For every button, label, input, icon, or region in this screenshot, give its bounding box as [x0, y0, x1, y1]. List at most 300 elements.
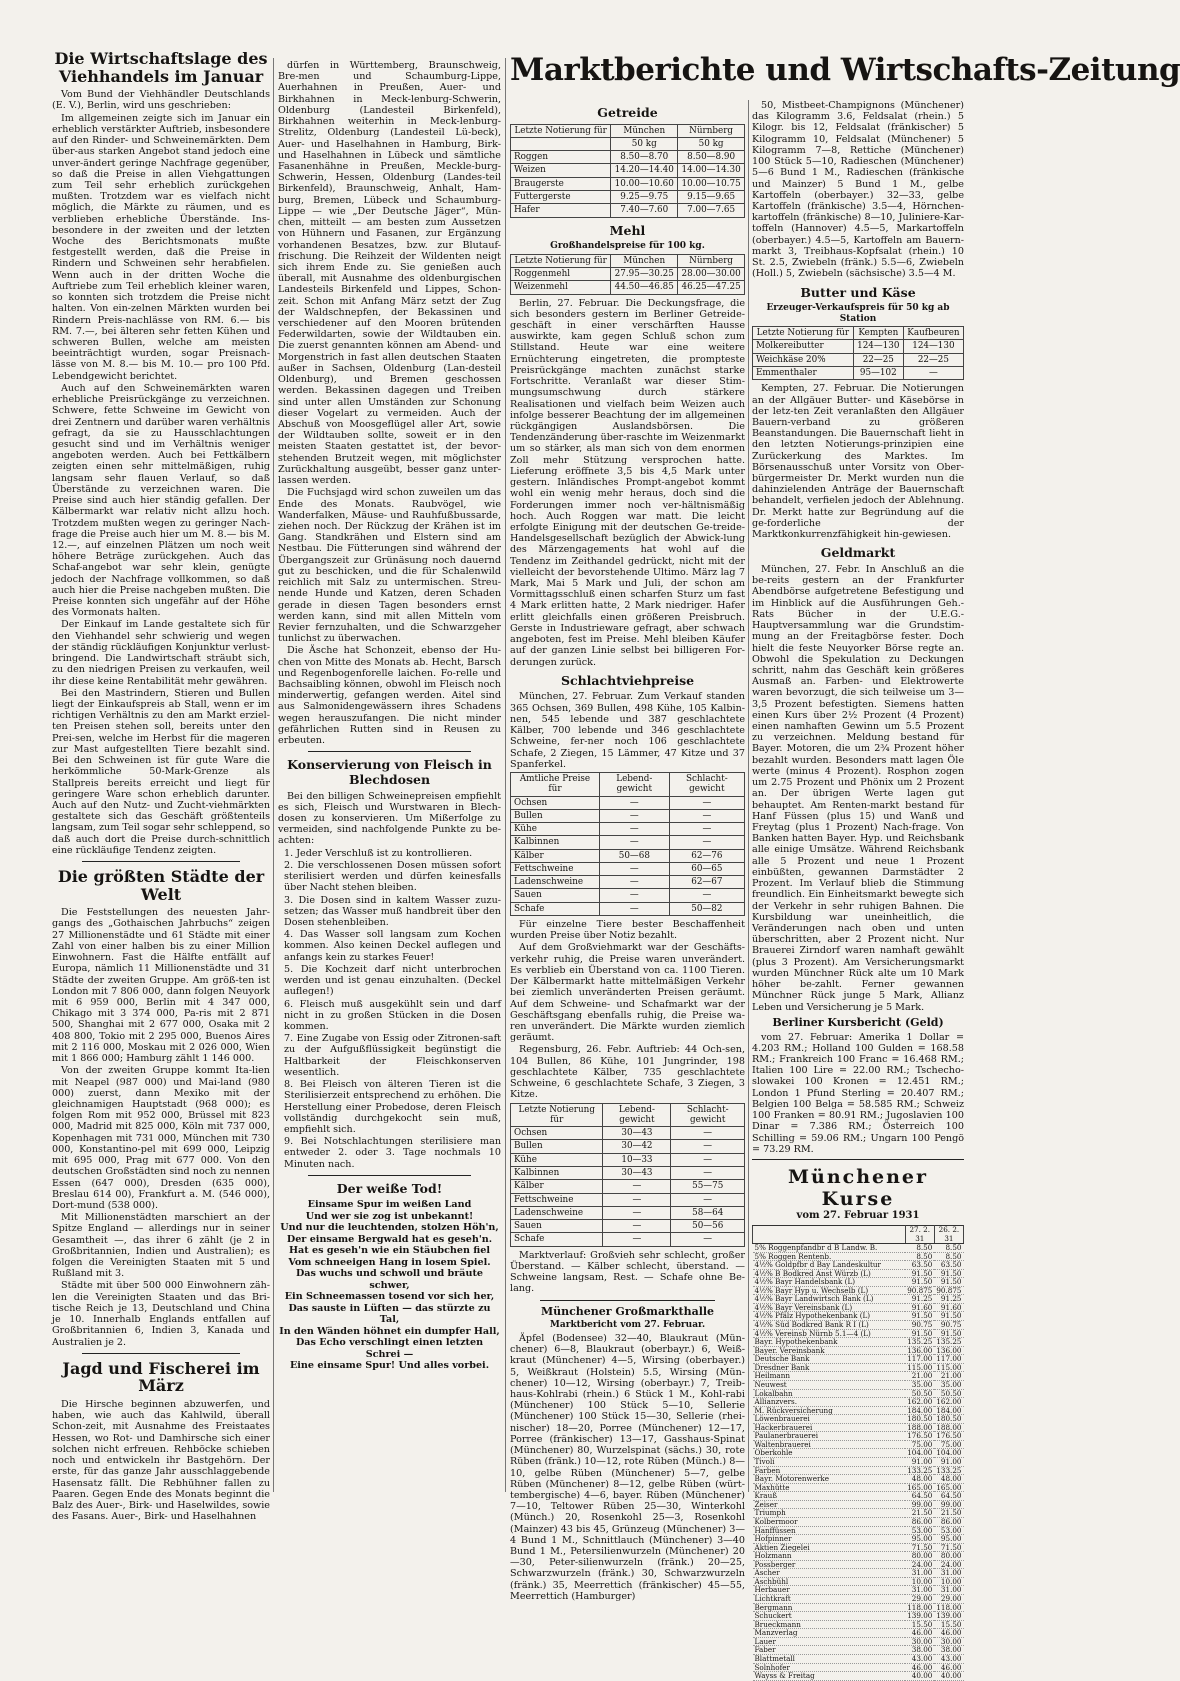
table-cell: 10—33: [603, 1153, 671, 1166]
section-title-devisen: Berliner Kursbericht (Geld): [772, 1015, 944, 1029]
table-cell: 118.00: [907, 1602, 933, 1612]
table-cell: 91.50: [934, 1329, 963, 1338]
table-header: Schlacht-gewicht: [671, 1103, 745, 1127]
table-row: [753, 1243, 964, 1252]
table-row: [511, 1140, 745, 1153]
table-cell: 43.00: [905, 1654, 934, 1663]
table-cell: 31.00: [905, 1569, 934, 1578]
table-cell: 24.00: [905, 1560, 934, 1569]
market-report-text: Marktverlauf: Großvieh sehr schlecht, großer Überstand. — Kälber schlecht, überstand. — Schweine langsam, Rest. — Schafe ohne Be-lang.: [510, 1249, 745, 1295]
table-cell: 165.00: [907, 1482, 933, 1492]
table-row: [753, 1458, 964, 1467]
table-cell: 53.00: [934, 1526, 963, 1535]
list-item: 3. Die Dosen sind in kaltem Wasser zuzu-setzen; das Wasser muß handbreit über den Dosen stehenbleiben.: [284, 894, 501, 928]
poem: [278, 1199, 501, 1372]
table-cell: 124—130: [903, 340, 963, 353]
table-cell: 176.50: [936, 1431, 962, 1441]
point-list: [278, 848, 501, 1170]
table-row: [753, 1612, 964, 1621]
table-row: [753, 1672, 964, 1681]
article-paragraph: Vom Bund der Viehhändler Deutschlands (E. V.), Berlin, wird uns geschrieben:: [52, 89, 270, 112]
table-cell: 7.00—7.65: [678, 204, 745, 217]
table-cell: Lichtkraft: [753, 1595, 906, 1604]
table-cell: 91.00: [905, 1458, 934, 1467]
table-cell: 133.25: [936, 1465, 962, 1475]
section-subtitle: Erzeuger-Verkaufspreis für 50 kg ab Station: [766, 303, 950, 324]
article-paragraph: Die Fuchsjagd wird schon zuweilen um das Ende des Monats. Raubvögel, wie Wanderfalken, Mäuse- und Rauhfußbussarde, ziehen noch. Der Rückzug der Krähen ist im Gang. Standkrähen und Elstern sind am Nestbau. Die Fütterungen sind während der Übergangszeit zur Grünäsung noch dauernd gut zu beschicken, und die für Schalenwild reichlich mit Salz zu untermischen. Streu-nende Hunde und Katzen, deren Schaden gerade in diesen Tagen besonders ernst werden kann, sind mit allen Mitteln vom Revier fernzuhalten, und die Schwarzgeher tunlichst zu überwachen.: [278, 487, 501, 645]
table-cell: 86.00: [905, 1517, 934, 1526]
table-cell: 91.50: [934, 1312, 963, 1321]
table-row: [753, 1517, 964, 1526]
table-cell: 21.00: [905, 1372, 934, 1381]
table-cell: 91.50: [905, 1278, 934, 1287]
table-row: [511, 151, 745, 164]
table-cell: 91.50: [905, 1312, 934, 1321]
table-row: [511, 204, 745, 217]
table-cell: 162.00: [907, 1397, 933, 1407]
table-row: [753, 340, 964, 353]
table-cell: 95—102: [853, 367, 903, 380]
table-cell: 60—65: [669, 862, 744, 875]
table-cell: Roggen: [511, 151, 611, 164]
table-row: [511, 164, 745, 177]
table-cell: Bayr. Motorenwerke: [753, 1475, 906, 1484]
table-cell: 10.00: [934, 1577, 963, 1586]
poem-line: Vom schneeigen Hang in losem Spiel.: [288, 1256, 491, 1268]
table-cell: 176.50: [907, 1431, 933, 1441]
table-cell: —: [599, 902, 669, 915]
table-cell: Fettschweine: [511, 1193, 603, 1206]
mehl-table: [510, 254, 745, 295]
schlachtvieh-table-regensburg: [510, 1103, 745, 1247]
table-cell: Farben: [753, 1466, 906, 1475]
table-cell: 184.00: [907, 1405, 933, 1415]
list-item: 7. Eine Zugabe von Essig oder Zitronen-saft zu der Aufgußflüssigkeit begünstigt die Haltbarkeit der Fleischkonserven wesentlich.: [284, 1033, 501, 1078]
table-cell: 91.60: [905, 1303, 934, 1312]
table-cell: —: [671, 1127, 745, 1140]
table-cell: 38.00: [934, 1646, 963, 1655]
table-cell: 15.50: [905, 1620, 934, 1629]
divider: [308, 751, 471, 752]
table-cell: 91.50: [905, 1329, 934, 1338]
table-row: [753, 1654, 964, 1663]
table-cell: 8.50: [934, 1243, 963, 1252]
poem-line: Eine einsame Spur! Und alles vorbei.: [289, 1360, 490, 1372]
table-cell: 50—56: [671, 1220, 745, 1233]
table-cell: Fettschweine: [511, 862, 600, 875]
table-cell: 64.50: [934, 1492, 963, 1501]
table-cell: 15.50: [934, 1620, 963, 1629]
table-cell: 21.50: [905, 1509, 934, 1518]
table-cell: Kühe: [511, 823, 600, 836]
table-cell: Blattmetall: [753, 1654, 906, 1663]
table-cell: 124—130: [853, 340, 903, 353]
table-cell: 104.00: [907, 1448, 933, 1458]
kurse-table: [752, 1225, 964, 1681]
list-item: 5. Die Kochzeit darf nicht unterbrochen werden und ist genau einzuhalten. (Deckel auflegen!): [284, 963, 501, 998]
poem-line: In den Wänden höhnet ein dumpfer Hall,: [279, 1325, 500, 1337]
table-cell: 46.25—47.25: [678, 281, 745, 294]
table-cell: —: [669, 836, 744, 849]
article-paragraph: dürfen in Württemberg, Braunschweig, Bre-men und Schaumburg-Lippe, Auerhahnen in Preußen, Auer- und Birkhahnen in Meck-lenburg-Schwerin, Oldenburg (Landesteil Birkenfeld), Birkhahnen weiterhin in Meck-lenburg-Strelitz, Oldenburg (Landesteil Lü-beck), Auer- und Haselhahnen in Hamburg, Birk- und Haselhahnen in Lübeck und sämtliche Fasanenhähne in Preußen, Meckle-burg-Schwerin, Hessen, Oldenburg (Landes-teil Birkenfeld), Braunschweig, Anhalt, Ham-burg, Bremen, Lübeck und Schaumburg-Lippe — wie „Der Deutsche Jäger“, Mün-chen, mitteilt — am besten zum Aussetzen von Hühnern und Fasanen, zur Ergänzung vorhandenen Besatzes, bzw. zur Blutauf-frischung. Die Reihzeit der Wildenten neigt sich ihrem Ende zu. Sie genießen auch überall, mit Ausnahme des oldenburgischen Landesteils Birkenfeld und Lippes, Schon-zeit. Schon mit Anfang März setzt der Zug der Waldschnepfen, der Bekassinen und verschiedener auf den Mooren brütenden Federwildarten, sowie der Wildtauben ein. Die zuerst genannten können am Abend- und Morgenstrich in fast allen deutschen Staaten außer in Sachsen, Oldenburg (Lan-desteil Oldenburg), und Bremen geschossen werden. Bekassinen dagegen und Treiben sind unter allen Umständen zur Schonung dieser Vogelart zu vermeiden. Auch der Abschuß von Moosgeflügel aller Art, sowie der Wildtauben sollte, soweit er in den meisten Staaten gestattet ist, der bevor-stehenden Brutzeit wegen, mit möglichster Zurückhaltung ausgeübt, besser ganz unter-lassen werden.: [278, 60, 501, 487]
section-subtitle: Großhandelspreise für 100 kg.: [550, 241, 705, 252]
table-row: [753, 1475, 964, 1484]
butter-table: [752, 326, 964, 380]
table-cell: 4½% Pfälz Hypothekenbank (L): [753, 1312, 906, 1321]
list-item: 8. Bei Fleisch von älteren Tieren ist die Sterilisierzeit entsprechend zu erhöhen. Die Herstellung einer Probedose, deren Fleisch vollständig durchgekocht sein muß, empfiehlt sich.: [284, 1079, 501, 1135]
table-cell: —: [603, 1180, 671, 1193]
table-cell: 46.00: [934, 1663, 963, 1672]
table-cell: Holzmann: [753, 1552, 906, 1561]
list-item: 9. Bei Notschlachtungen sterilisiere man entweder 2. oder 3. Tage nochmals 10 Minuten nach.: [284, 1136, 501, 1170]
table-cell: 135.25: [936, 1337, 962, 1347]
table-cell: 4½% Bayr Hyp u. Wechselb (L): [753, 1286, 906, 1295]
table-cell: Wayss & Freitag: [753, 1672, 906, 1681]
table-cell: —: [599, 836, 669, 849]
market-report-muenchen: München, 27. Februar. Zum Verkauf standen 365 Ochsen, 369 Bullen, 498 Kühe, 105 Kalbin-nen, 545 lebende und 387 geschlachtete Kälber, 700 lebende und 346 geschlachtete Schweine, fer-ner noch 106 geschlachtete Schafe, 2 Ziegen, 15 Lämmer, 47 Kitze und 37 Spanferkel.: [510, 691, 745, 770]
table-cell: 71.50: [905, 1543, 934, 1552]
article-paragraph: Im allgemeinen zeigte sich im Januar ein erheblich verstärkter Auftrieb, insbesondere auf den Rinder- und Schweinemärkten. Dem über-aus starken Angebot stand jedoch eine unver-ändert geringe Nachfrage gegenüber, so daß die Preise in allen Viehgattungen zum Teil sehr erheblich zurückgehen mußten. Trotzdem war es vielfach nicht möglich, die Märkte zu räumen, und es verblieben erhebliche Überstände. Ins-besondere in der zweiten und der letzten Woche des Berichtsmonats mußte festgestellt werden, daß die Preise in Rindern und Schweinen sehr herabfielen. Wenn auch in der dritten Woche die Auftriebe zum Teil erheblich kleiner waren, so konnten sich trotzdem die Preise nicht halten. Von ein-zelnen Märkten wurden bei Rindern Preis-nachlässe von RM. 6.— bis RM. 7.—, bei älteren sehr fetten Kühen und schweren Bullen, welche am meisten beeinträchtigt wurden, sogar Preisnach-lässe von M. 8.— bis M. 10.— pro 100 Pfd. Lebendgewicht berichtet.: [52, 112, 270, 382]
table-header: Lebend-gewicht: [599, 772, 669, 796]
table-cell: 30.00: [905, 1637, 934, 1646]
table-cell: —: [671, 1140, 745, 1153]
table-cell: 50—68: [599, 849, 669, 862]
table-cell: 28.00—30.00: [678, 268, 745, 281]
table-cell: 90.875: [907, 1285, 933, 1295]
kurse-table-body: [753, 1243, 964, 1680]
table-cell: 4½% Bayr Vereinsbank (L): [753, 1303, 906, 1312]
table-cell: 86.00: [934, 1517, 963, 1526]
table-cell: 75.00: [905, 1440, 934, 1449]
article-paragraph: Die Feststellungen des neuesten Jahr-gangs des „Gothaischen Jahrbuchs“ zeigen 27 Millionenstädte und 61 Städte mit einer Zahl von einer halben bis zu einer Million Einwohnern. Fast die Hälfte entfällt auf Europa, nämlich 11 Millionenstädte und 31 Städte der zweiten Gruppe. Am größ-ten ist London mit 7 806 000, dann folgen Neuyork mit 6 959 000, Berlin mit 4 347 000, Chikago mit 3 374 000, Pa-ris mit 2 871 500, Shanghai mit 2 677 000, Osaka mit 2 408 800, Tokio mit 2 295 000, Buenos Aires mit 2 116 000, Moskau mit 2 026 000, Wien mit 1 866 000; Hamburg zählt 1 146 000.: [52, 907, 270, 1065]
article-title-konserv: Konservierung von Fleisch in Blechdosen: [287, 757, 492, 787]
list-item: 2. Die verschlossenen Dosen müssen sofort sterilisiert werden und dürfen keinesfalls über Nacht stehen bleiben.: [284, 859, 501, 894]
table-cell: 62—67: [669, 876, 744, 889]
table-cell: Triumph: [753, 1509, 906, 1518]
table-cell: —: [599, 823, 669, 836]
divider: [308, 1175, 471, 1176]
table-row: [511, 281, 745, 294]
table-cell: 4½% B Bodkred Anst Würzb (L): [753, 1269, 906, 1278]
table-cell: 27.95—30.25: [611, 268, 678, 281]
table-cell: —: [671, 1233, 745, 1246]
table-cell: 30—43: [603, 1166, 671, 1179]
table-cell: Lokalbahn: [753, 1389, 906, 1398]
table-cell: Aktien Ziegelei: [753, 1543, 906, 1552]
table-cell: Krauß: [753, 1492, 906, 1501]
table-cell: 14.00—14.30: [678, 164, 745, 177]
table-row: [511, 823, 745, 836]
table-cell: 99.00: [934, 1500, 963, 1509]
table-cell: 95.00: [905, 1535, 934, 1544]
table-row: [511, 862, 745, 875]
table-cell: Waltenbrauerei: [753, 1440, 906, 1449]
table-row: [753, 1338, 964, 1347]
table-cell: 38.00: [905, 1646, 934, 1655]
table-note: Für einzelne Tiere bester Beschaffenheit wurden Preise über Notiz bezahlt.: [510, 919, 745, 942]
table-header: Nürnberg: [678, 254, 745, 267]
table-cell: Maxhütte: [753, 1483, 906, 1492]
table-cell: —: [603, 1233, 671, 1246]
table-row: [511, 849, 745, 862]
table-cell: —: [603, 1206, 671, 1219]
table-cell: 75.00: [934, 1440, 963, 1449]
table-cell: Bayr. Hypothekenbank: [753, 1338, 906, 1347]
table-header: [753, 1226, 906, 1244]
table-cell: 117.00: [907, 1354, 933, 1364]
table-cell: Allianzvers.: [753, 1398, 906, 1407]
table-cell: 117.00: [936, 1354, 962, 1364]
table-cell: Hanffüssen: [753, 1526, 906, 1535]
table-cell: Heilmann: [753, 1372, 906, 1381]
table-header: München: [611, 124, 678, 137]
table-cell: Molkereibutter: [753, 340, 854, 353]
table-cell: Kalbinnen: [511, 1166, 603, 1179]
table-cell: —: [603, 1193, 671, 1206]
poem-line: Und nur die leuchtenden, stolzen Höh'n,: [280, 1222, 499, 1234]
table-cell: 180.50: [907, 1414, 933, 1424]
table-cell: Braugerste: [511, 177, 611, 190]
table-cell: 188.00: [907, 1422, 933, 1432]
table-cell: Ladenschweine: [511, 1206, 603, 1219]
table-cell: 80.00: [905, 1552, 934, 1561]
table-cell: 90.75: [905, 1321, 934, 1330]
table-header: Lebend-gewicht: [603, 1103, 671, 1127]
column-2: [278, 60, 501, 1496]
table-cell: Schafe: [511, 1233, 603, 1246]
table-cell: Paulanerbrauerei: [753, 1432, 906, 1441]
table-cell: 46.00: [934, 1629, 963, 1638]
table-cell: 5% Roggen Rentenb.: [753, 1252, 906, 1261]
table-cell: 115.00: [936, 1362, 962, 1372]
table-header: München: [611, 254, 678, 267]
table-cell: Schafe: [511, 902, 600, 915]
table-row: [753, 1321, 964, 1330]
kurse-title: Münchener Kurse: [787, 1165, 929, 1211]
table-cell: 80.00: [934, 1552, 963, 1561]
table-cell: 8.50—8.90: [678, 151, 745, 164]
table-row: [511, 889, 745, 902]
table-row: [511, 1180, 745, 1193]
table-cell: 31.00: [934, 1569, 963, 1578]
article-paragraph: Von der zweiten Gruppe kommt Ita-lien mit Neapel (987 000) und Mai-land (980 000) zuerst, dann Mexiko mit der gleichnamigen Hauptstadt (968 000); es folgen Rom mit 952 000, Brüssel mit 823 000, Madrid mit 825 000, Köln mit 737 000, Kopenhagen mit 731 000, München mit 730 000, Konstantino-pel mit 699 000, Leipzig mit 695 000, Prag mit 677 000. Von den deutschen Großstädten sind noch zu nennen Essen (647 000), Dresden (635 000), Breslau 614 00), Frankfurt a. M. (546 000), Dort-mund (538 000).: [52, 1065, 270, 1211]
table-cell: 139.00: [907, 1611, 933, 1621]
table-header: 27. 2. 31: [905, 1226, 934, 1244]
table-cell: Possberger: [753, 1560, 906, 1569]
table-cell: Brueckmann: [753, 1620, 906, 1629]
table-cell: 71.50: [934, 1543, 963, 1552]
divider: [752, 1159, 964, 1160]
poem-line: Das Echo verschlingt einen letzten Schrei —: [295, 1337, 484, 1360]
table-cell: —: [669, 823, 744, 836]
table-header: 26. 2. 31: [934, 1226, 963, 1244]
table-cell: 29.00: [905, 1595, 934, 1604]
table-cell: Ochsen: [511, 796, 600, 809]
table-row: [511, 1206, 745, 1219]
article-paragraph: Mit Millionenstädten marschiert an der Spitze England — allerdings nur in seiner Gesamtheit —, das ihrer 6 zählt (je 2 in Großbritannien, Indien und Australien); es folgen die Vereinigten Staaten mit 5 und Rußland mit 3.: [52, 1212, 270, 1280]
table-cell: 8.50—8.70: [611, 151, 678, 164]
table-cell: 14.20—14.40: [611, 164, 678, 177]
table-cell: Futtergerste: [511, 191, 611, 204]
table-row: [753, 1415, 964, 1424]
table-cell: 48.00: [905, 1475, 934, 1484]
article-paragraph: Der Einkauf im Lande gestaltete sich für den Viehhandel sehr schwierig und wegen der ständig rückläufigen Konjunktur verlust-bringend. Die Landwirtschaft sträubt sich, zu den niedrigen Preisen zu verkaufen, weil ihr diese keine Rentabilität mehr gewähren.: [52, 619, 270, 687]
table-cell: 35.00: [905, 1380, 934, 1389]
poem-line: Einsame Spur im weißen Land: [307, 1199, 472, 1211]
market-report-text: Äpfel (Bodensee) 32—40, Blaukraut (Mün-chener) 6—8, Blaukraut (oberbayr.) 6, Weiß-kraut (Münchener) 4—5, Wirsing (oberbayer.) 5, Weißkraut (Holstein) 5.5, Wirsing (Mün-chener) 10—12, Wirsing (oberbayr.) 7, Treib-haus-Kohlrabi (rhein.) 6 Stück 1 M., Kohl-rabi (Münchener) 100 Stück 5—10, Sellerie (Münchener) 100 Stück 15—30, Sellerie (rhei-nischer) 18—20, Porree (Münchener) 12—17, Porree (fränkischer) 13—17, Gasshaus-Spinat (Münchener) 80, Wurzelspinat (sächs.) 30, rote Rüben (fränk.) 10—12, rote Rüben (Münch.) 8—10, gelbe Rüben (Münchener) 5—7, gelbe Rüben (Münchener) 8—12, gelbe Rüben (würt-tembergische) 4—6, bayer. Rüben (Münchener) 7—10, Teltower Rüben 25—30, Winterkohl (Münch.) 20, Rosenkohl 25—3, Rosenkohl (Mainzer) 43 bis 45, Grünzeug (Münchener) 3—4 Bund 1 M., Schnittlauch (Münchener) 3—40 Bund 1 M., Petersilienwurzeln (Münchener) 20—30, Peter-silienwurzeln (fränk.) 20—25, Schwarzwurzeln (fränk.) 30, Schwarzwurzeln (fränk.) 35, Meerrettich (fränkischer) 45—55, Meerrettich (Hamburger): [510, 1332, 745, 1602]
masthead: [510, 40, 1180, 100]
table-cell: —: [903, 367, 963, 380]
table-cell: Deutsche Bank: [753, 1355, 906, 1364]
table-cell: 180.50: [936, 1414, 962, 1424]
poem-line: Das wuchs und schwoll und bräute schwer,: [295, 1268, 484, 1291]
table-cell: 135.25: [907, 1337, 933, 1347]
table-cell: 64.50: [905, 1492, 934, 1501]
table-cell: Oberkohle: [753, 1449, 906, 1458]
table-cell: 165.00: [936, 1482, 962, 1492]
table-cell: Zeiser: [753, 1500, 906, 1509]
table-cell: 46.00: [905, 1663, 934, 1672]
table-cell: 91.00: [934, 1458, 963, 1467]
divider: [540, 1300, 715, 1301]
table-cell: Hofpinner: [753, 1535, 906, 1544]
table-cell: 10.00—10.75: [678, 177, 745, 190]
table-cell: 21.00: [934, 1372, 963, 1381]
table-cell: Neuwest: [753, 1380, 906, 1389]
table-cell: Roggenmehl: [511, 268, 611, 281]
devisen-text: vom 27. Februar: Amerika 1 Dollar = 4.203 RM.; Holland 100 Gulden = 168.58 RM.; Frankreich 100 Franc = 16.468 RM.; Italien 100 Lire = 22.00 RM.; Tschecho-slowakei 100 Kronen = 12.451 RM.; London 1 Pfund Sterling = 20.407 RM.; Belgien 100 Belga = 58.585 RM.; Schweiz 100 Franken = 80.91 RM.; Jugoslavien 100 Dinar = 7.386 RM.; Österreich 100 Schilling = 59.06 RM.; Ungarn 100 Pengö = 73.29 RM.: [752, 1031, 964, 1155]
table-row: [753, 1278, 964, 1287]
table-cell: 4½% Bayr Landwirtsch Bank (L): [753, 1295, 906, 1304]
table-cell: 91.50: [905, 1269, 934, 1278]
table-cell: Kälber: [511, 849, 600, 862]
article-title-staedte: Die größten Städte der Welt: [57, 867, 265, 904]
table-cell: 4½% Süd Bodkred Bank R I (L): [753, 1321, 906, 1330]
table-row: [511, 1233, 745, 1246]
section-title-geldmarkt: Geldmarkt: [820, 545, 896, 561]
table-cell: Hafer: [511, 204, 611, 217]
article-paragraph: Bei den billigen Schweinepreisen empfiehlt es sich, Fleisch und Wurstwaren in Blech-dosen zu konservieren. Um Mißerfolge zu vermeiden, sind nachfolgende Punkte zu be-achten:: [278, 790, 501, 847]
table-row: [511, 1193, 745, 1206]
table-row: [753, 1535, 964, 1544]
poem-title: Der weiße Tod!: [336, 1180, 443, 1196]
table-row: [511, 177, 745, 190]
table-cell: 10.00: [905, 1577, 934, 1586]
table-row: [511, 1153, 745, 1166]
column-4: [752, 100, 964, 1681]
table-cell: Kälber: [511, 1180, 603, 1193]
table-row: [511, 809, 745, 822]
table-cell: 50.50: [905, 1389, 934, 1398]
table-cell: —: [599, 796, 669, 809]
table-row: [511, 836, 745, 849]
table-cell: 4½% Goldpfbr d Bay Landeskultur: [753, 1261, 906, 1270]
table-cell: 188.00: [936, 1422, 962, 1432]
table-cell: Faber: [753, 1646, 906, 1655]
table-cell: 53.00: [905, 1526, 934, 1535]
section-title-grossmarkt: Münchener Großmarkthalle: [540, 1304, 715, 1318]
table-cell: 50 kg: [678, 137, 745, 150]
article-paragraph: Die Äsche hat Schonzeit, ebenso der Hu-chen von Mitte des Monats ab. Hecht, Barsch und Regenbogenforelle laichen. Fo-relle und Bachsaibling können, obwohl im Fleisch noch minderwertig, gefangen werden. Aitel sind aus Salmonidengewässern ihres Schadens wegen herauszufangen. Die nicht minder gefährlichen Rutten sind in Reusen zu erbeuten.: [278, 645, 501, 747]
table-header: Nürnberg: [678, 124, 745, 137]
poem-line: Ein Schneemassen tosend vor sich her,: [284, 1291, 495, 1303]
article-paragraph: Auch auf den Schweinemärkten waren erhebliche Preisrückgänge zu verzeichnen. Schwere, fette Schweine im Gewicht von drei Zentnern und darüber waren verhältnis gefragt, da sie zu Hausschlachtungen gesucht sind und im Verhältnis weniger angeboten werden. Auch bei Fettkälbern zeigten einen sehr mittelmäßigen, ruhig langsam sehr flauen Verlauf, so daß Überstände zu verzeichnen waren. Die Preise sind auch hier ständig gefallen. Der Kälbermarkt war relativ nicht allzu hoch. Trotzdem mußten wegen zu geringer Nach-frage die Preise auch hier um M. 8.— bis M. 12.—, auf einzelnen Plätzen um noch weit höhere Beträge zurückgehen. Auch das Schaf-angebot war sehr klein, genügte jedoch der Nachfrage vollkommen, so daß auch hier die Preise nachgeben mußten. Die Preise konnten sich ungefähr auf der Höhe des Vormonats halten.: [52, 382, 270, 619]
table-cell: Ascher: [753, 1569, 906, 1578]
table-cell: Solnhofer: [753, 1663, 906, 1672]
article-title-vieh: Die Wirtschaftslage des Viehhandels im Januar: [54, 49, 268, 86]
table-cell: Ladenschweine: [511, 876, 600, 889]
table-cell: 10.00—10.60: [611, 177, 678, 190]
table-cell: 139.00: [936, 1611, 962, 1621]
table-header: Letzte Notierung für: [511, 124, 611, 137]
table-cell: Bayer. Vereinsbank: [753, 1346, 906, 1355]
table-cell: 55—75: [671, 1180, 745, 1193]
section-title-mehl: Mehl: [609, 222, 646, 238]
table-cell: Dresdner Bank: [753, 1363, 906, 1372]
table-cell: 62—76: [669, 849, 744, 862]
table-cell: Lauer: [753, 1637, 906, 1646]
section-title-schlachtvieh: Schlachtviehpreise: [560, 672, 695, 688]
table-cell: 8.50: [934, 1252, 963, 1261]
table-cell: 29.00: [934, 1595, 963, 1604]
table-header: Letzte Notierung für: [511, 254, 611, 267]
table-cell: 5% Roggenpfandbr d B Landw. B.: [753, 1243, 906, 1252]
table-cell: 136.00: [907, 1345, 933, 1355]
table-cell: 4½% Bayr Handelsbank (L): [753, 1278, 906, 1287]
table-cell: 91.25: [905, 1295, 934, 1304]
table-cell: 115.00: [907, 1362, 933, 1372]
table-cell: Bullen: [511, 809, 600, 822]
table-row: [511, 1166, 745, 1179]
table-cell: 22—25: [853, 353, 903, 366]
table-cell: 63.50: [934, 1261, 963, 1270]
table-row: [511, 876, 745, 889]
table-cell: 40.00: [934, 1672, 963, 1681]
column-rule: [748, 100, 749, 1492]
article-paragraph: Die Hirsche beginnen abzuwerfen, und haben, wie auch das Kahlwild, überall Schon-zeit, mit Ausnahme des Freistaates Hessen, wo Rot- und Damhirsche sich einer solchen nicht erfreuen. Rehböcke schieben noch und entwickeln ihr Bastgehörn. Der erste, für das ganze Jahr ausschlaggebende Hasensatz fällt. Die Rebhühner fallen zu Paaren. Gegen Ende des Monats beginnt die Balz des Auer-, Birk- und Haselwildes, sowie des Fasans. Auer-, Birk- und Haselhahnen: [52, 1398, 270, 1523]
table-cell: 91.50: [934, 1269, 963, 1278]
table-row: [511, 796, 745, 809]
table-cell: Herbauer: [753, 1586, 906, 1595]
table-cell: 104.00: [936, 1448, 962, 1458]
table-cell: 50.50: [934, 1389, 963, 1398]
table-cell: Bullen: [511, 1140, 603, 1153]
table-row: [511, 268, 745, 281]
table-cell: 30.00: [934, 1637, 963, 1646]
table-cell: —: [599, 876, 669, 889]
table-cell: —: [671, 1166, 745, 1179]
table-header: Letzte Notierung für: [753, 327, 854, 340]
table-cell: 21.50: [934, 1509, 963, 1518]
divider: [82, 861, 240, 862]
table-cell: —: [603, 1220, 671, 1233]
table-cell: Sauen: [511, 1220, 603, 1233]
table-cell: —: [669, 889, 744, 902]
table-cell: Manzverlag: [753, 1629, 906, 1638]
table-cell: Kolbermoor: [753, 1517, 906, 1526]
column-rule: [505, 58, 506, 1492]
table-cell: Löwenbrauerei: [753, 1415, 906, 1424]
list-item: 4. Das Wasser soll langsam zum Kochen kommen. Also keinen Deckel auflegen und anfangs kein zu starkes Feuer!: [284, 929, 501, 963]
table-cell: Weichkäse 20%: [753, 353, 854, 366]
table-cell: 95.00: [934, 1535, 963, 1544]
table-cell: —: [669, 809, 744, 822]
divider: [82, 1353, 240, 1354]
table-cell: 118.00: [936, 1602, 962, 1612]
table-cell: —: [599, 889, 669, 902]
section-title-butter: Butter und Käse: [800, 284, 916, 300]
column-rule: [273, 58, 274, 1492]
